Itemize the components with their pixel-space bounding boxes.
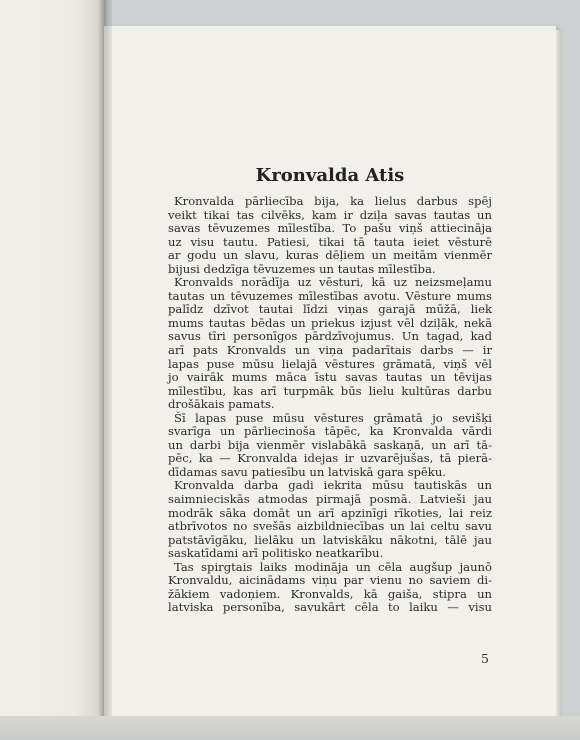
text-line: savus tīri personīgos pārdzīvojumus. Un tagad, kad xyxy=(168,329,492,344)
text-line: saskatīdami arī politisko neatkarību. xyxy=(168,546,384,561)
left-page xyxy=(0,0,106,740)
text-line: mīlestību, kas arī turpmāk būs lielu kultūras darbu xyxy=(168,383,492,398)
text-line: Kronvaldu, aicinādams viņu par vienu no saviem di- xyxy=(168,573,492,588)
text-line: bijusi dedzīga tēvuzemes un tautas mīlestība. xyxy=(168,261,436,276)
text-line: lapas puse mūsu lielajā vēstures grāmatā, viņš vēl xyxy=(168,356,492,371)
book-gutter xyxy=(98,0,112,740)
text-line: modrāk sāka domāt un arī apzinīgi rīkoties, lai reiz xyxy=(168,505,492,520)
text-line: Tas spirgtais laiks modināja un cēla augšup jaunō xyxy=(174,559,492,574)
text-line: palīdz dzīvot tautai līdzi viņas garajā mūžā, liek xyxy=(168,302,492,317)
text-line: dīdamas savu patiesību un latviskā gara spēku. xyxy=(168,464,446,479)
text-line: svarīga un pārliecinoša tāpēc, ka Kronvalda vārdi xyxy=(168,424,492,439)
text-line: jo vairāk mums māca īstu savas tautas un tēvijas xyxy=(168,370,492,385)
text-line: saimnieciskās atmodas pirmajā posmā. Latvieši jau xyxy=(168,492,492,507)
text-line: uz visu tautu. Patiesi, tikai tā tauta ieiet vēsturē xyxy=(168,234,492,249)
text-line: patstāvīgāku, lielāku un latviskāku nākotni, tālē jau xyxy=(168,532,492,547)
text-line: latviska personība, savukārt cēla to laiku — visu xyxy=(168,600,492,615)
page-edge xyxy=(556,30,562,716)
text-line: atbrīvotos no svešās aizbildniecības un lai celtu savu xyxy=(168,519,492,534)
text-line: Kronvalds norādīja uz vēsturi, kā uz neizsmeļamu xyxy=(174,275,492,290)
text-line: mums tautas bēdas un priekus izjust vēl dziļāk, nekā xyxy=(168,315,492,330)
text-line: savas tēvuzemes mīlestība. To pašu viņš attiecināja xyxy=(168,221,492,236)
text-line: drošākais pamats. xyxy=(168,397,275,412)
table-surface xyxy=(0,716,580,740)
chapter-title: Kronvalda Atis xyxy=(255,165,405,186)
text-line: Kronvalda pārliecība bija, ka lielus darbus spēj xyxy=(174,194,492,208)
text-line: žākiem vadoņiem. Kronvalds, kā gaiša, stipra un xyxy=(168,586,492,601)
text-line: Kronvalda darba gadi iekrita mūsu tautiskās un xyxy=(174,478,492,493)
page-number: 5 xyxy=(481,651,489,666)
text-line: pēc, ka — Kronvalda idejas ir uzvarējušas, tā pierā- xyxy=(168,451,492,466)
text-line: tautas un tēvuzemes mīlestības avotu. Vēsture mums xyxy=(168,288,492,303)
text-line: ar godu un slavu, kuras dēļiem un meitām vienmēr xyxy=(168,248,492,263)
text-line: Šī lapas puse mūsu vēstures grāmatā jo sevišķi xyxy=(174,410,492,425)
text-line: arī pats Kronvalds un viņa padarītais darbs — ir xyxy=(168,343,492,358)
text-line: un darbi bija vienmēr vislabākā saskaņā, un arī tā- xyxy=(168,437,492,452)
text-line: veikt tikai tas cilvēks, kam ir dziļa savas tautas un xyxy=(168,207,492,222)
body-text xyxy=(168,195,492,615)
